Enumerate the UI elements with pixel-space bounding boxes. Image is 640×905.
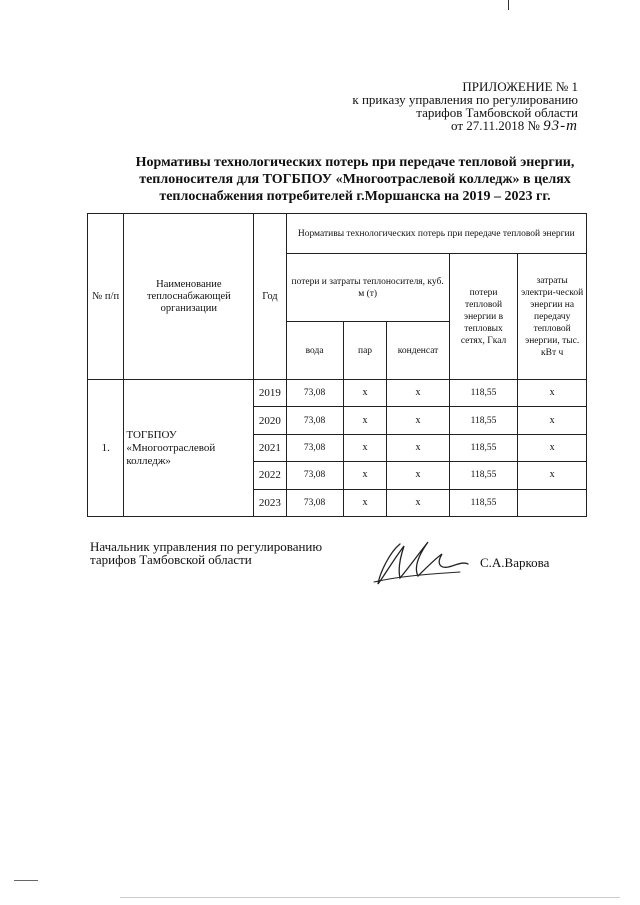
cell-year: 2021 [254,434,286,461]
cell-water: 73,08 [286,489,343,516]
cell-condensate: x [387,434,449,461]
header-number: № п/п [88,214,124,380]
header-condensate: конденсат [387,322,449,380]
header-heat-losses: потери тепловой энергии в тепловых сетях, Гкал [449,254,518,380]
cell-steam: x [343,489,387,516]
cell-year: 2019 [254,380,286,407]
norms-table [87,213,587,517]
header-steam: пар [343,322,387,380]
organization-name: ТОГБПОУ «Многоотраслевой колледж» [124,380,254,517]
cell-condensate: x [387,407,449,434]
scan-artifact-line [120,897,620,898]
handwritten-signature [370,532,470,592]
title-line: Нормативы технологических потерь при передаче тепловой энергии, [135,155,575,170]
cell-heat: 118,55 [449,489,518,516]
cell-steam: x [343,462,387,489]
order-number: 93-т [543,118,578,134]
cell-heat: 118,55 [449,380,518,407]
cell-water: 73,08 [286,434,343,461]
cell-steam: x [343,434,387,461]
appendix-title: ПРИЛОЖЕНИЕ № 1 [462,79,578,94]
appendix-header [300,80,578,133]
cell-year: 2022 [254,462,286,489]
scan-artifact-line [14,880,38,881]
appendix-order-ref: к приказу управления по регулированию [352,92,578,107]
cell-water: 73,08 [286,462,343,489]
signer-position [90,540,390,566]
signer-position-line: тарифов Тамбовской области [90,552,252,567]
header-electricity: затраты электри-ческой энергии на передачу тепловой энергии, тыс. кВт ч [518,254,587,380]
cell-heat: 118,55 [449,462,518,489]
cell-condensate: x [387,380,449,407]
cell-water: 73,08 [286,380,343,407]
cell-electricity: x [518,380,587,407]
scan-artifact-line [508,0,509,10]
cell-electricity: x [518,407,587,434]
header-losses-carrier: потери и затраты теплоносителя, куб. м (т) [286,254,449,322]
row-number: 1. [88,380,124,517]
signer-position-line: Начальник управления по регулированию [90,539,323,554]
header-year: Год [254,214,286,380]
title-line: теплоснабжения потребителей г.Моршанска на 2019 – 2023 гг. [159,189,551,204]
cell-condensate: x [387,489,449,516]
cell-year: 2023 [254,489,286,516]
cell-condensate: x [387,462,449,489]
cell-electricity: x [518,462,587,489]
cell-year: 2020 [254,407,286,434]
cell-electricity [518,489,587,516]
cell-steam: x [343,380,387,407]
document-title [120,154,590,205]
signer-name: С.А.Варкова [480,555,550,570]
cell-water: 73,08 [286,407,343,434]
header-norms: Нормативы технологических потерь при передаче тепловой энергии [286,214,586,254]
table-row [88,380,587,407]
appendix-date: от 27.11.2018 № [450,118,540,133]
cell-steam: x [343,407,387,434]
appendix-authority: тарифов Тамбовской области [416,105,578,120]
header-water: вода [286,322,343,380]
cell-heat: 118,55 [449,434,518,461]
cell-electricity: x [518,434,587,461]
cell-heat: 118,55 [449,407,518,434]
header-organization: Наименование теплоснабжающей организации [124,214,254,380]
title-line: теплоносителя для ТОГБПОУ «Многоотраслевой колледж» в целях [139,172,571,187]
appendix-date-line [300,119,578,133]
